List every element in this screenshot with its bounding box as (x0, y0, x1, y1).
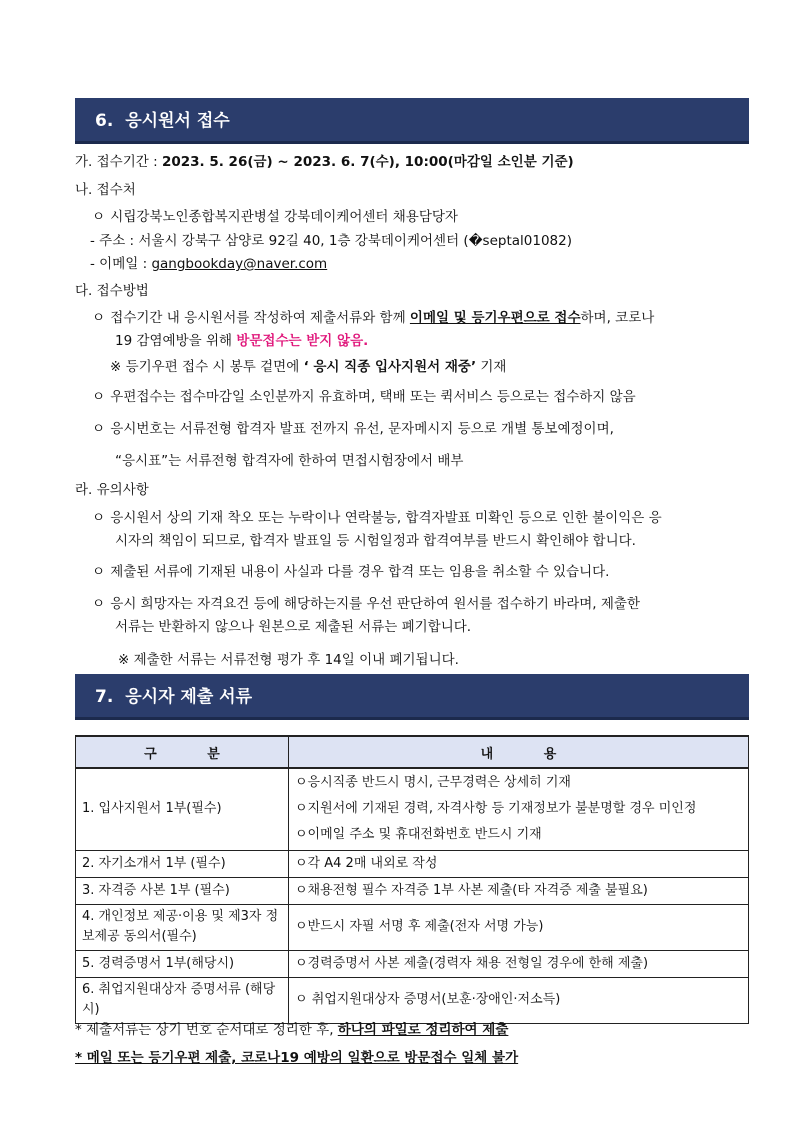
bullet-icon: ㅇ (92, 564, 106, 580)
row-content: ㅇ 취업지원대상자 증명서(보훈·장애인·저소득) (289, 977, 749, 1023)
method-item-3 (92, 419, 614, 439)
row-content: ㅇ각 A4 2매 내외로 작성 (289, 850, 749, 877)
table-row (76, 950, 749, 977)
no-visit-notice: 방문접수는 받지 않음. (236, 333, 369, 349)
table-row (76, 877, 749, 904)
content-item: ㅇ응시직종 반드시 명시, 근무경력은 상세히 기재 (295, 775, 571, 791)
notes-item-2 (92, 562, 609, 582)
notes-item-3-line-2: 서류는 반환하지 않으나 원본으로 제출된 서류는 폐기합니다. (115, 619, 472, 635)
footnote-1 (75, 1020, 508, 1040)
footnote-text: * 제출서류는 상기 번호 순서대로 정리한 후, (75, 1022, 338, 1038)
note-text: ※ 등기우편 접수 시 봉투 겉면에 (110, 359, 304, 375)
table-row (76, 977, 749, 1023)
method-emphasis: 이메일 및 등기우편으로 접수 (409, 310, 581, 326)
row-content: ㅇ경력증명서 사본 제출(경력자 채용 전형일 경우에 한해 제출) (289, 950, 749, 977)
receipt-address: - 주소 : 서울시 강북구 삼양로 92길 40, 1층 강북데이케어센터 (�septal01082) (90, 233, 572, 249)
notes-disposal-note: ※ 제출한 서류는 서류전형 평가 후 14일 이내 폐기됩니다. (118, 652, 459, 668)
period-label: 가. 접수기간 : (75, 154, 158, 170)
table-header-row (76, 736, 749, 768)
period-value: 2023. 5. 26(금) ~ 2023. 6. 7(수), 10:00(마감일 소인분 기준) (161, 154, 574, 170)
bullet-icon: ㅇ (92, 510, 106, 526)
method-item-2 (92, 387, 636, 407)
bullet-icon: ㅇ (92, 596, 106, 612)
email-link[interactable]: gangbookday@naver.com (151, 256, 328, 272)
bullet-icon: ㅇ (92, 389, 106, 405)
section-6-number: 6. (95, 111, 114, 131)
method-item-1-line-1 (92, 308, 654, 328)
notes-item-1-line-2: 시자의 책임이 되므로, 합격자 발표일 등 시험일정과 합격여부를 반드시 확인해야 합니다. (115, 533, 636, 549)
section-7-header (75, 674, 749, 720)
office-text: 시립강북노인종합복지관병설 강북데이케어센터 채용담당자 (110, 209, 458, 225)
notes-text: 응시 희망자는 자격요건 등에 해당하는지를 우선 판단하여 원서를 접수하기 바라며, 제출한 (110, 596, 641, 612)
method-text: 접수기간 내 응시원서를 작성하여 제출서류와 함께 (110, 310, 410, 326)
note-emphasis: ‘ 응시 직종 입사지원서 재중’ (303, 359, 477, 375)
method-item-3-line-2: “응시표”는 서류전형 합격자에 한하여 면접시험장에서 배부 (115, 453, 464, 469)
table-row (76, 850, 749, 877)
application-period (75, 152, 574, 172)
notes-label: 라. 유의사항 (75, 482, 149, 498)
table-row (76, 768, 749, 850)
row-label: 5. 경력증명서 1부(해당시) (76, 950, 289, 977)
receipt-place-label: 나. 접수처 (75, 182, 136, 198)
section-7-title: 응시자 제출 서류 (125, 687, 253, 707)
method-text: 하며, 코로나 (580, 310, 655, 326)
row-content (289, 768, 749, 850)
row-content: ㅇ반드시 자필 서명 후 제출(전자 서명 가능) (289, 904, 749, 950)
method-note (110, 357, 506, 377)
section-7-number: 7. (95, 687, 114, 707)
bullet-icon: ㅇ (92, 209, 106, 225)
method-item-1-line-2 (115, 331, 368, 351)
submission-documents-table (75, 735, 749, 1024)
row-content: ㅇ채용전형 필수 자격증 1부 사본 제출(타 자격증 제출 불필요) (289, 877, 749, 904)
column-header-content: 내 용 (289, 736, 749, 768)
notes-text: 제출된 서류에 기재된 내용이 사실과 다를 경우 합격 또는 임용을 취소할 수 있습니다. (110, 564, 610, 580)
method-label: 다. 접수방법 (75, 283, 149, 299)
method-text: 19 감염예방을 위해 (115, 333, 237, 349)
receipt-email-line (90, 254, 327, 274)
section-6-header (75, 98, 749, 144)
section-6-title: 응시원서 접수 (125, 111, 230, 131)
method-text: 응시번호는 서류전형 합격자 발표 전까지 유선, 문자메시지 등으로 개별 통보예정이며, (110, 421, 614, 437)
row-label: 2. 자기소개서 1부 (필수) (76, 850, 289, 877)
method-text: 우편접수는 접수마감일 소인분까지 유효하며, 택배 또는 퀵서비스 등으로는 접수하지 않음 (110, 389, 636, 405)
row-label: 6. 취업지원대상자 증명서류 (해당시) (76, 977, 289, 1023)
note-text: 기재 (476, 359, 507, 375)
notes-text: 응시원서 상의 기재 착오 또는 누락이나 연락불능, 합격자발표 미확인 등으로 인한 불이익은 응 (110, 510, 662, 526)
bullet-icon: ㅇ (92, 310, 106, 326)
row-label: 1. 입사지원서 1부(필수) (76, 768, 289, 850)
table-row (76, 904, 749, 950)
row-label: 4. 개인정보 제공·이용 및 제3자 정보제공 동의서(필수) (76, 904, 289, 950)
bullet-icon: ㅇ (92, 421, 106, 437)
receipt-office (92, 207, 458, 227)
row-label: 3. 자격증 사본 1부 (필수) (76, 877, 289, 904)
footnote-2: * 메일 또는 등기우편 제출, 코로나19 예방의 일환으로 방문접수 일체 불가 (75, 1050, 519, 1066)
notes-item-3-line-1 (92, 594, 640, 614)
email-label: - 이메일 : (90, 256, 148, 272)
column-header-category: 구 분 (76, 736, 289, 768)
notes-item-1-line-1 (92, 508, 662, 528)
content-item: ㅇ지원서에 기재된 경력, 자격사항 등 기재정보가 불분명할 경우 미인정 (295, 801, 697, 817)
footnote-emphasis: 하나의 파일로 정리하여 제출 (337, 1022, 509, 1038)
content-item: ㅇ이메일 주소 및 휴대전화번호 반드시 기재 (295, 827, 542, 843)
